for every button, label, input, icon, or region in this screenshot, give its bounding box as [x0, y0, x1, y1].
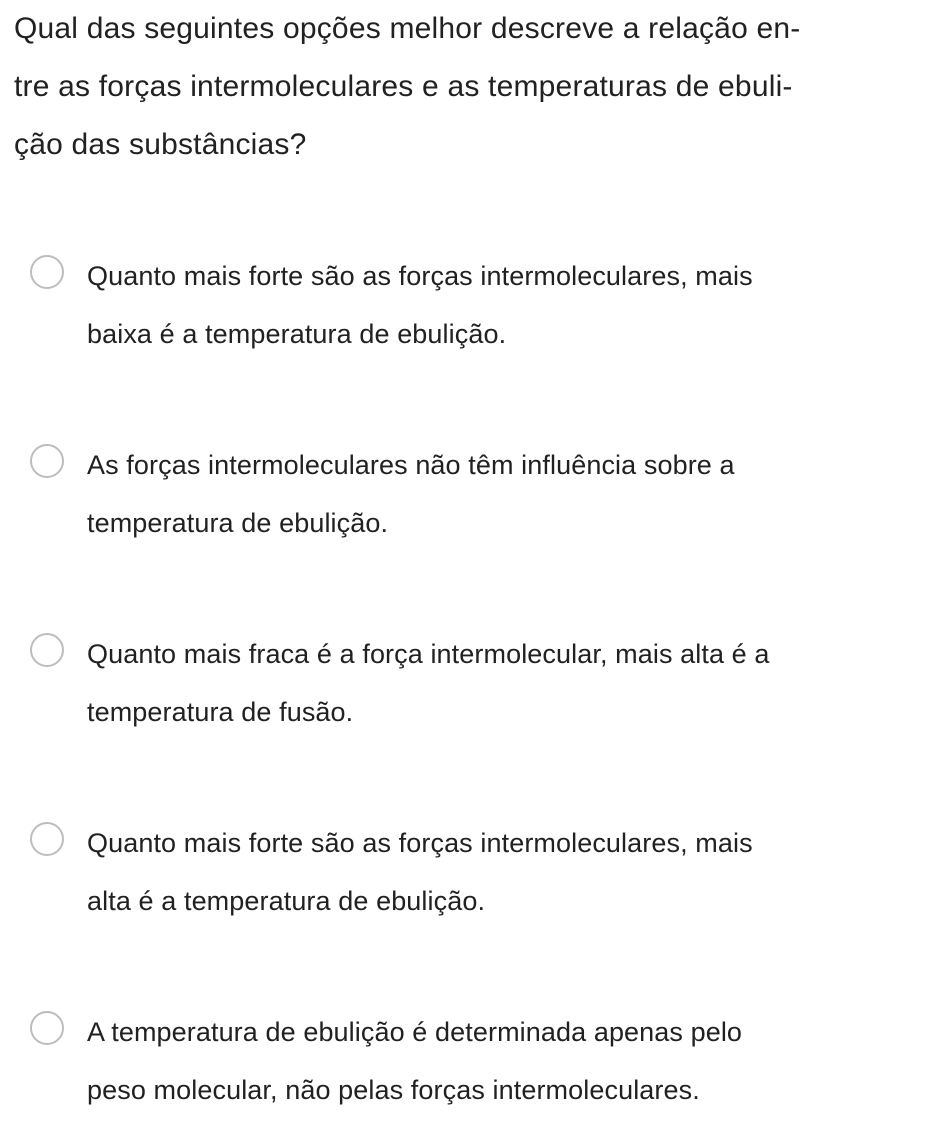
- answer-option-4[interactable]: [30, 814, 930, 934]
- answer-option-2[interactable]: [30, 436, 930, 556]
- answer-option-line: Quanto mais fraca é a força intermolecular, mais alta é a: [87, 639, 770, 669]
- question-line: Qual das seguintes opções melhor descreve a relação en-: [14, 12, 801, 45]
- answer-option-line: As forças intermoleculares não têm influência sobre a: [87, 450, 735, 480]
- answer-option-line: Quanto mais forte são as forças intermoleculares, mais: [87, 261, 753, 291]
- radio-button[interactable]: [30, 1011, 64, 1045]
- answer-option-label: [87, 436, 917, 552]
- radio-button[interactable]: [30, 633, 64, 667]
- answer-option-1[interactable]: [30, 247, 930, 367]
- answer-option-3[interactable]: [30, 625, 930, 745]
- answer-option-line: alta é a temperatura de ebulição.: [87, 886, 486, 916]
- answer-option-label: [87, 814, 917, 930]
- radio-button[interactable]: [30, 255, 64, 289]
- answer-option-label: [87, 247, 917, 363]
- answer-option-line: peso molecular, não pelas forças intermoleculares.: [87, 1075, 700, 1105]
- question-line: tre as forças intermoleculares e as temperaturas de ebuli-: [14, 70, 793, 103]
- answer-option-label: [87, 1003, 917, 1119]
- answer-option-label: [87, 625, 917, 741]
- radio-button[interactable]: [30, 822, 64, 856]
- answer-option-line: A temperatura de ebulição é determinada apenas pelo: [87, 1017, 743, 1047]
- answer-option-line: temperatura de ebulição.: [87, 508, 389, 538]
- answer-option-5[interactable]: [30, 1003, 930, 1123]
- radio-button[interactable]: [30, 444, 64, 478]
- answer-option-line: temperatura de fusão.: [87, 697, 354, 727]
- question-line: ção das substâncias?: [14, 128, 307, 161]
- answer-option-line: baixa é a temperatura de ebulição.: [87, 319, 507, 349]
- answer-option-line: Quanto mais forte são as forças intermoleculares, mais: [87, 828, 753, 858]
- question-text: [14, 0, 934, 174]
